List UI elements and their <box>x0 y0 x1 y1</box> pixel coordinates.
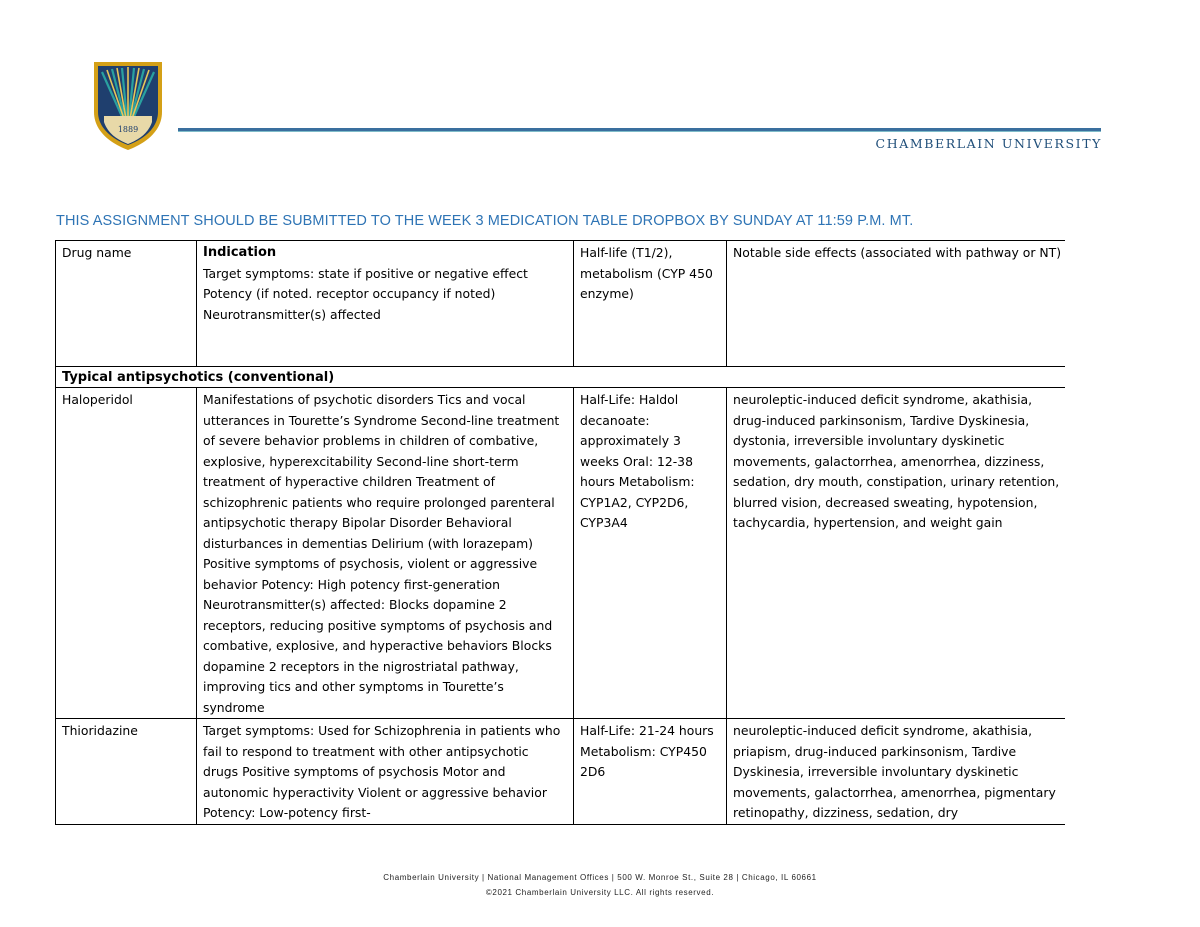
indication-cell: Manifestations of psychotic disorders Tics and vocal utterances in Tourette’s Syndrome Second-line treatment of severe behavior problems in children of combative, explosive, hyperexcitability Second-line short-term treatment of hyperactive children Treatment of schizophrenic patients who require prolonged parenteral antipsychotic therapy Bipolar Disorder Behavioral disturbances in dementias Delirium (with lorazepam) Positive symptoms of psychosis, violent or aggressive behavior Potency: High potency first-generation Neurotransmitter(s) affected: Blocks dopamine 2 receptors, reducing positive symptoms of psychosis and combative, explosive, and hyperactive behaviors Blocks dopamine 2 receptors in the nigrostriatal pathway, improving tics and other symptoms in Tourette’s syndrome <box>197 388 574 719</box>
table-header-row <box>56 241 1066 367</box>
crest-year: 1889 <box>117 125 139 134</box>
medication-table <box>55 240 1065 825</box>
section-row <box>56 367 1066 388</box>
side-effects-cell: neuroleptic-induced deficit syndrome, akathisia, priapism, drug-induced parkinsonism, Tardive Dyskinesia, irreversible involuntary dyskinetic movements, galactorrhea, amenorrhea, pigmentary retinopathy, dizziness, sedation, dry <box>727 719 1066 825</box>
medication-table-wrapper <box>55 240 1065 838</box>
header-rule-accent <box>178 131 1101 132</box>
university-name: CHAMBERLAIN UNIVERSITY <box>875 136 1102 151</box>
table-row <box>56 388 1066 719</box>
half-life-cell: Half-Life: Haldol decanoate: approximately 3 weeks Oral: 12-38 hours Metabolism: CYP1A2, CYP2D6, CYP3A4 <box>574 388 727 719</box>
half-life-cell: Half-Life: 21-24 hours Metabolism: CYP450 2D6 <box>574 719 727 825</box>
indication-cell: Target symptoms: Used for Schizophrenia in patients who fail to respond to treatment with other antipsychotic drugs Positive symptoms of psychosis Motor and autonomic hyperactivity Violent or aggressive behavior Potency: Low-potency first- <box>197 719 574 825</box>
header-side-effects: Notable side effects (associated with pathway or NT) <box>727 241 1066 367</box>
table-row <box>56 719 1066 825</box>
header-indication <box>197 241 574 367</box>
submission-notice: THIS ASSIGNMENT SHOULD BE SUBMITTED TO THE WEEK 3 MEDICATION TABLE DROPBOX BY SUNDAY AT 11:59 P.M. MT. <box>56 213 914 229</box>
header-indication-title: Indication <box>203 245 277 260</box>
drug-name-cell: Thioridazine <box>56 719 197 825</box>
side-effects-cell: neuroleptic-induced deficit syndrome, akathisia, drug-induced parkinsonism, Tardive Dyskinesia, dystonia, irreversible involuntary dyskinetic movements, galactorrhea, amenorrhea, dizziness, sedation, dry mouth, constipation, urinary retention, blurred vision, decreased sweating, hypotension, tachycardia, hypertension, and weight gain <box>727 388 1066 719</box>
header-drug-name: Drug name <box>56 241 197 367</box>
header-half-life: Half-life (T1/2), metabolism (CYP 450 enzyme) <box>574 241 727 367</box>
drug-name-cell: Haloperidol <box>56 388 197 719</box>
header-indication-line: Neurotransmitter(s) affected <box>203 306 381 322</box>
section-title: Typical antipsychotics (conventional) <box>56 367 1066 388</box>
header-indication-line: Potency (if noted. receptor occupancy if noted) <box>203 286 496 301</box>
header-indication-line: Target symptoms: state if positive or negative effect <box>203 265 528 281</box>
chamberlain-crest-logo <box>92 60 164 152</box>
footer-address: Chamberlain University | National Management Offices | 500 W. Monroe St., Suite 28 | Chicago, IL 60661 <box>383 873 817 882</box>
footer-copyright: ©2021 Chamberlain University LLC. All rights reserved. <box>485 888 715 897</box>
